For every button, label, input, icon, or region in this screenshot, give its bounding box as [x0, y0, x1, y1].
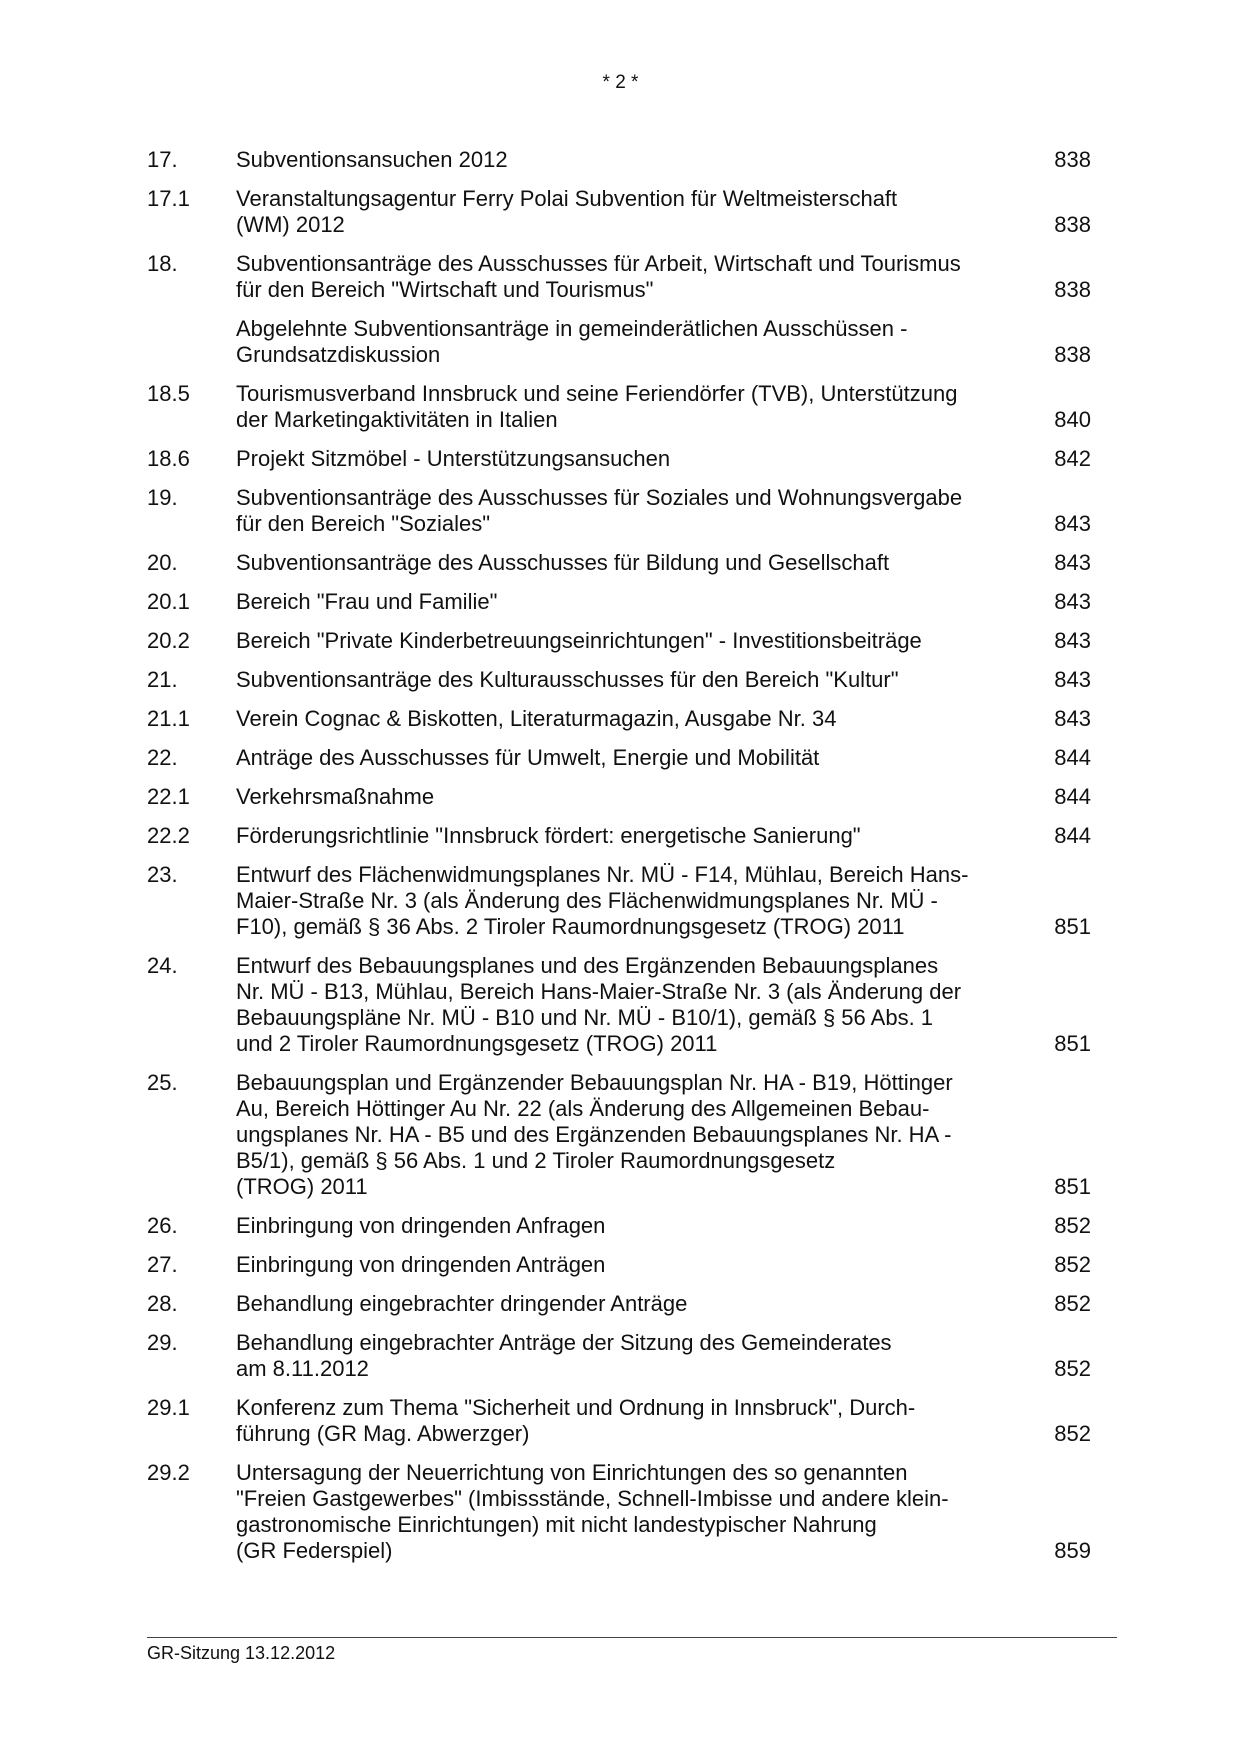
toc-entry-title: Subventionsanträge des Ausschusses für Arbeit, Wirtschaft und Tourismus für den Bereich "Wirtschaft und Tourismus" — [236, 251, 961, 302]
toc-entry-page: 844 — [1054, 745, 1091, 770]
toc-entry-title: Tourismusverband Innsbruck und seine Feriendörfer (TVB), Unterstützung der Marketingaktivitäten in Italien — [236, 381, 958, 432]
toc-entry-page: 843 — [1054, 667, 1091, 692]
table-of-contents — [147, 147, 1091, 1577]
toc-entry — [147, 1330, 1091, 1382]
toc-entry — [147, 316, 1091, 368]
toc-entry-number: 18. — [147, 251, 178, 276]
toc-entry — [147, 186, 1091, 238]
toc-entry-page: 844 — [1054, 784, 1091, 809]
toc-entry-number: 29.1 — [147, 1395, 190, 1420]
toc-entry-title: Entwurf des Flächenwidmungsplanes Nr. MÜ - F14, Mühlau, Bereich Hans- Maier-Straße Nr. 3 (als Änderung des Flächenwidmungsplanes Nr. MÜ - F10), gemäß § 36 Abs. 2 Tiroler Raumordnungsgesetz (TROG) 2011 — [236, 862, 969, 939]
toc-entry-title: Anträge des Ausschusses für Umwelt, Energie und Mobilität — [236, 745, 820, 770]
toc-entry-page: 852 — [1054, 1213, 1091, 1238]
toc-entry-title: Verein Cognac & Biskotten, Literaturmagazin, Ausgabe Nr. 34 — [236, 706, 837, 731]
toc-entry-number: 22.2 — [147, 823, 190, 848]
toc-entry-title: Untersagung der Neuerrichtung von Einrichtungen des so genannten "Freien Gastgewerbes" (Imbissstände, Schnell-Imbisse und andere klein- gastronomische Einrichtungen) mit nicht landestypischer Nahrung (GR Federspiel) — [236, 1460, 949, 1563]
toc-entry-page: 851 — [1054, 1174, 1091, 1199]
toc-entry-page: 851 — [1054, 1031, 1091, 1056]
toc-entry-number: 17. — [147, 147, 178, 172]
toc-entry-page: 843 — [1054, 511, 1091, 536]
toc-entry-number: 17.1 — [147, 186, 190, 211]
toc-entry-page: 852 — [1054, 1291, 1091, 1316]
page-number: * 2 * — [602, 72, 639, 93]
toc-entry-title: Subventionsanträge des Ausschusses für Soziales und Wohnungsvergabe für den Bereich "Soziales" — [236, 485, 963, 536]
toc-entry-number: 18.5 — [147, 381, 190, 406]
toc-entry-page: 844 — [1054, 823, 1091, 848]
toc-entry-title: Einbringung von dringenden Anträgen — [236, 1252, 606, 1277]
toc-entry-page: 859 — [1054, 1538, 1091, 1563]
toc-entry-number: 19. — [147, 485, 178, 510]
toc-entry-number: 18.6 — [147, 446, 190, 471]
toc-entry — [147, 550, 1091, 576]
toc-entry-title: Projekt Sitzmöbel - Unterstützungsansuchen — [236, 446, 671, 471]
toc-entry — [147, 1395, 1091, 1447]
toc-entry — [147, 706, 1091, 732]
toc-entry — [147, 381, 1091, 433]
toc-entry-number: 22. — [147, 745, 178, 770]
toc-entry-page: 838 — [1054, 277, 1091, 302]
toc-entry-title: Bereich "Frau und Familie" — [236, 589, 498, 614]
toc-entry-number: 21. — [147, 667, 178, 692]
toc-entry-title: Einbringung von dringenden Anfragen — [236, 1213, 606, 1238]
toc-entry-page: 838 — [1054, 342, 1091, 367]
toc-entry-page: 843 — [1054, 589, 1091, 614]
toc-entry-page: 842 — [1054, 446, 1091, 471]
toc-entry-number: 24. — [147, 953, 178, 978]
toc-entry — [147, 823, 1091, 849]
toc-entry-number: 20.2 — [147, 628, 190, 653]
toc-entry-page: 843 — [1054, 706, 1091, 731]
toc-entry-title: Subventionsanträge des Ausschusses für Bildung und Gesellschaft — [236, 550, 890, 575]
toc-entry — [147, 784, 1091, 810]
toc-entry-page: 851 — [1054, 914, 1091, 939]
toc-entry-number: 26. — [147, 1213, 178, 1238]
toc-entry-title: Behandlung eingebrachter Anträge der Sitzung des Gemeinderates am 8.11.2012 — [236, 1330, 892, 1381]
toc-entry — [147, 446, 1091, 472]
toc-entry-title: Förderungsrichtlinie "Innsbruck fördert: energetische Sanierung" — [236, 823, 861, 848]
toc-entry-number: 29.2 — [147, 1460, 190, 1485]
toc-entry — [147, 1070, 1091, 1200]
footer-divider — [147, 1637, 1117, 1638]
toc-entry-page: 838 — [1054, 147, 1091, 172]
toc-entry-number: 20.1 — [147, 589, 190, 614]
footer-text: GR-Sitzung 13.12.2012 — [147, 1643, 336, 1663]
toc-entry-title: Subventionsansuchen 2012 — [236, 147, 508, 172]
toc-entry-page: 852 — [1054, 1421, 1091, 1446]
toc-entry — [147, 251, 1091, 303]
toc-entry — [147, 1213, 1091, 1239]
toc-entry — [147, 147, 1091, 173]
toc-entry-title: Behandlung eingebrachter dringender Anträge — [236, 1291, 688, 1316]
toc-entry — [147, 862, 1091, 940]
toc-entry-page: 838 — [1054, 212, 1091, 237]
toc-entry-title: Bebauungsplan und Ergänzender Bebauungsplan Nr. HA - B19, Höttinger Au, Bereich Höttinger Au Nr. 22 (als Änderung des Allgemeinen Bebau- ungsplanes Nr. HA - B5 und des Ergänzenden Bebauungsplanes Nr. HA - B5/1), gemäß § 56 Abs. 1 und 2 Tiroler Raumordnungsgesetz (TROG) 2011 — [236, 1070, 953, 1199]
toc-entry-number: 22.1 — [147, 784, 190, 809]
toc-entry-title: Subventionsanträge des Kulturausschusses für den Bereich "Kultur" — [236, 667, 899, 692]
toc-entry-page: 852 — [1054, 1356, 1091, 1381]
toc-entry — [147, 667, 1091, 693]
toc-entry-title: Abgelehnte Subventionsanträge in gemeinderätlichen Ausschüssen - Grundsatzdiskussion — [236, 316, 908, 367]
toc-entry-title: Verkehrsmaßnahme — [236, 784, 435, 809]
toc-entry-page: 840 — [1054, 407, 1091, 432]
toc-entry-title: Bereich "Private Kinderbetreuungseinrichtungen" - Investitionsbeiträge — [236, 628, 922, 653]
toc-entry — [147, 485, 1091, 537]
toc-entry-title: Konferenz zum Thema "Sicherheit und Ordnung in Innsbruck", Durch- führung (GR Mag. Abwerzger) — [236, 1395, 916, 1446]
toc-entry — [147, 1460, 1091, 1564]
toc-entry-number: 21.1 — [147, 706, 190, 731]
toc-entry — [147, 745, 1091, 771]
toc-entry — [147, 628, 1091, 654]
toc-entry — [147, 953, 1091, 1057]
toc-entry-number: 23. — [147, 862, 178, 887]
toc-entry-number: 25. — [147, 1070, 178, 1095]
toc-entry-title: Entwurf des Bebauungsplanes und des Ergänzenden Bebauungsplanes Nr. MÜ - B13, Mühlau, Bereich Hans-Maier-Straße Nr. 3 (als Änderung der Bebauungspläne Nr. MÜ - B10 und Nr. MÜ - B10/1), gemäß § 56 Abs. 1 und 2 Tiroler Raumordnungsgesetz (TROG) 2011 — [236, 953, 962, 1056]
toc-entry-title: Veranstaltungsagentur Ferry Polai Subvention für Weltmeisterschaft (WM) 2012 — [236, 186, 898, 237]
toc-entry — [147, 1291, 1091, 1317]
toc-entry-page: 852 — [1054, 1252, 1091, 1277]
toc-entry-number: 20. — [147, 550, 178, 575]
toc-entry-number: 28. — [147, 1291, 178, 1316]
toc-entry-page: 843 — [1054, 628, 1091, 653]
toc-entry-page: 843 — [1054, 550, 1091, 575]
toc-entry-number: 29. — [147, 1330, 178, 1355]
toc-entry — [147, 589, 1091, 615]
toc-entry-number: 27. — [147, 1252, 178, 1277]
toc-entry — [147, 1252, 1091, 1278]
